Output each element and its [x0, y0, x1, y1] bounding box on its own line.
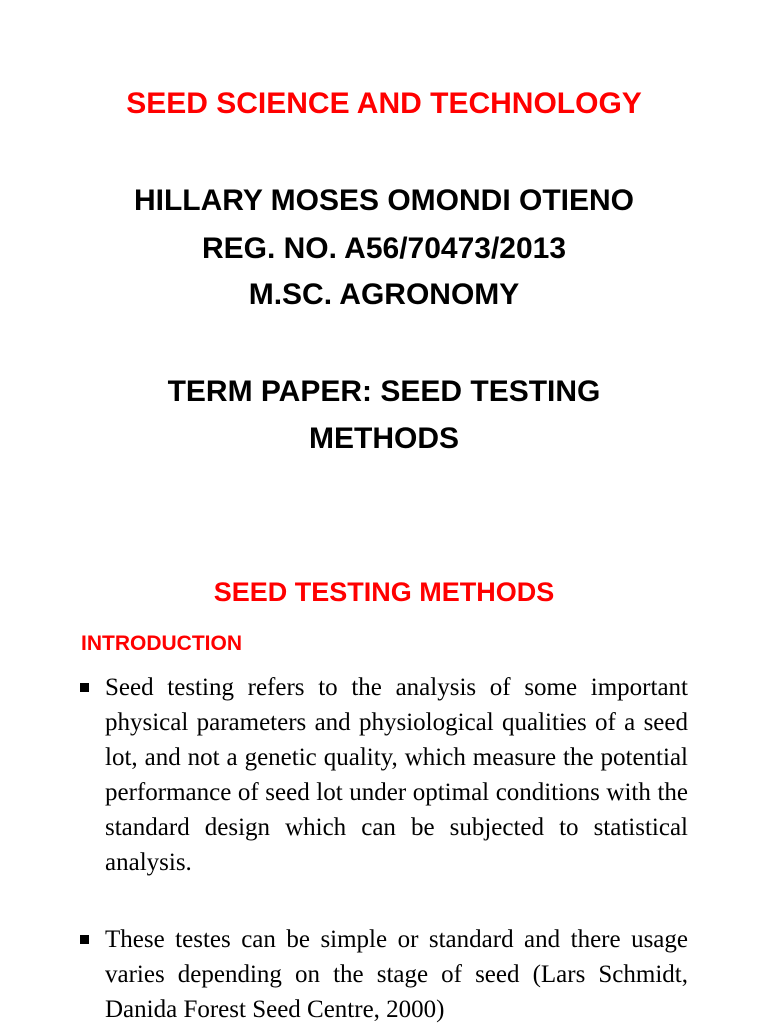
bullet-item [80, 670, 688, 880]
section-title: SEED TESTING METHODS [213, 577, 555, 607]
term-paper-title-line-1: TERM PAPER: SEED TESTING [167, 375, 601, 408]
bullet-item [80, 922, 688, 1027]
author-name: HILLARY MOSES OMONDI OTIENO [133, 184, 635, 217]
degree-program: M.SC. AGRONOMY [248, 278, 520, 311]
document-title: SEED SCIENCE AND TECHNOLOGY [126, 87, 642, 120]
introduction-heading: INTRODUCTION [81, 632, 242, 655]
bullet-text: These testes can be simple or standard and there usage varies depending on the stage of seed (Lars Schmidt, Danida Forest Seed Centre, 2000) [105, 926, 688, 1023]
square-bullet-icon [80, 935, 89, 944]
term-paper-title-line-2: METHODS [309, 422, 459, 455]
bullet-text: Seed testing refers to the analysis of some important physical parameters and physiological qualities of a seed lot, and not a genetic quality, which measure the potential performance of seed lot under optimal conditions with the standard design which can be subjected to statistical analysis. [105, 674, 688, 876]
square-bullet-icon [80, 683, 89, 692]
registration-number: REG. NO. A56/70473/2013 [201, 232, 567, 265]
